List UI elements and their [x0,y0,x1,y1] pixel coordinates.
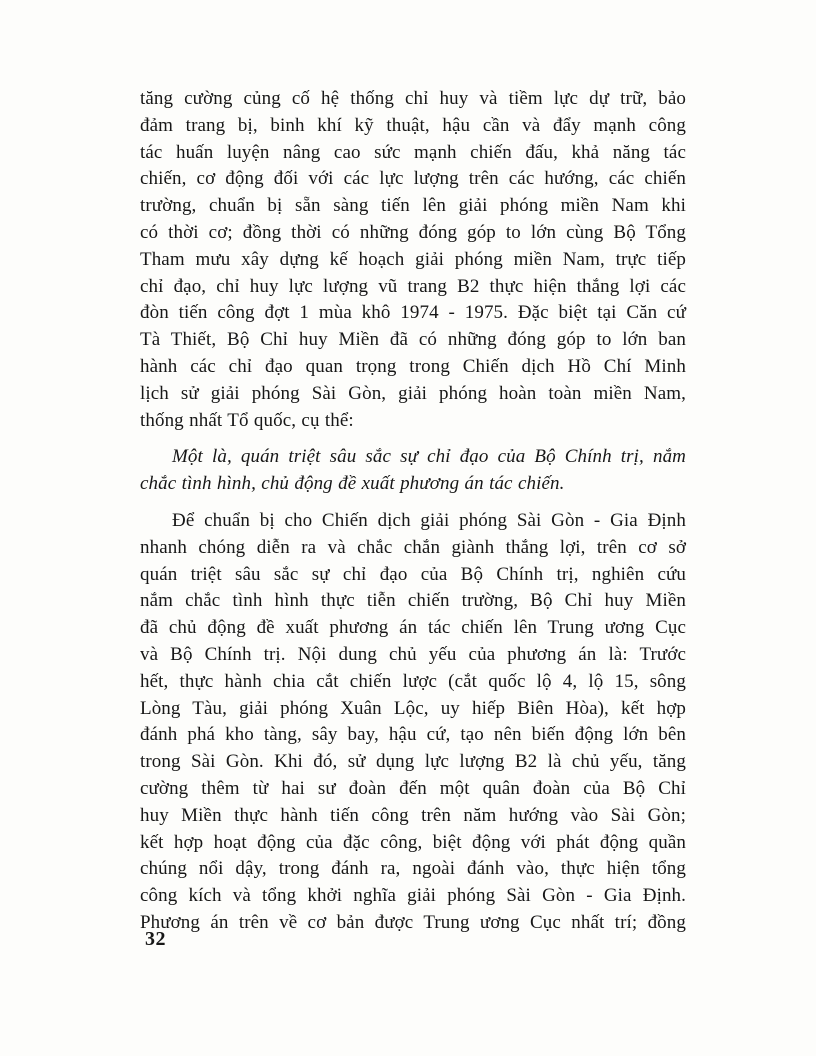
text-line: chiến, cơ động đối với các lực lượng trên các hướng, các chiến [140,168,686,190]
text-line: lịch sử giải phóng Sài Gòn, giải phóng hoàn toàn miền Nam, [140,382,686,404]
text-line: đã chủ động đề xuất phương án tác chiến lên Trung ương Cục [140,617,686,639]
text-line: công kích và tổng khởi nghĩa giải phóng Sài Gòn - Gia Định. [140,885,686,907]
body-text [140,86,686,937]
text-line: Để chuẩn bị cho Chiến dịch giải phóng Sài Gòn - Gia Định [172,509,686,531]
paragraph [140,508,686,937]
text-line: trường, chuẩn bị sẵn sàng tiến lên giải phóng miền Nam khi [140,195,686,217]
text-line: chỉ đạo, chỉ huy lực lượng vũ trang B2 thực hiện thắng lợi các [140,275,686,297]
text-line: Phương án trên về cơ bản được Trung ương Cục nhất trí; đồng [140,911,686,933]
text-line: hành các chỉ đạo quan trọng trong Chiến dịch Hồ Chí Minh [140,355,686,377]
text-line: nắm chắc tình hình thực tiễn chiến trường, Bộ Chỉ huy Miền [140,590,686,612]
text-line: quán triệt sâu sắc sự chỉ đạo của Bộ Chính trị, nghiên cứu [140,563,686,585]
text-line: Lòng Tàu, giải phóng Xuân Lộc, uy hiếp Biên Hòa), kết hợp [140,697,686,719]
text-line: tác huấn luyện nâng cao sức mạnh chiến đấu, khả năng tác [140,141,686,163]
text-line: Tà Thiết, Bộ Chỉ huy Miền đã có những đóng góp to lớn ban [140,329,686,351]
text-line: đảm trang bị, binh khí kỹ thuật, hậu cần và đẩy mạnh công [140,114,686,136]
text-line: có thời cơ; đồng thời có những đóng góp to lớn cùng Bộ Tổng [140,221,686,243]
text-line: nhanh chóng diễn ra và chắc chắn giành thắng lợi, trên cơ sở [140,536,686,558]
paragraph [140,86,686,434]
text-line: huy Miền thực hành tiến công trên năm hướng vào Sài Gòn; [140,804,686,826]
text-line: kết hợp hoạt động của đặc công, biệt động với phát động quần [140,831,686,853]
text-line: trong Sài Gòn. Khi đó, sử dụng lực lượng B2 là chủ yếu, tăng [140,751,686,773]
text-line: đánh phá kho tàng, sây bay, hậu cứ, tạo nên biến động lớn bên [140,724,686,746]
paragraph-emphasis [140,444,686,498]
text-line: chắc tình hình, chủ động đề xuất phương án tác chiến. [140,473,565,495]
text-line: tăng cường củng cố hệ thống chỉ huy và tiềm lực dự trữ, bảo [140,88,686,109]
text-line: Một là, quán triệt sâu sắc sự chỉ đạo của Bộ Chính trị, nắm [172,446,686,468]
text-line: và Bộ Chính trị. Nội dung chủ yếu của phương án là: Trước [140,643,686,665]
text-line: Tham mưu xây dựng kế hoạch giải phóng miền Nam, trực tiếp [140,248,686,270]
text-line: hết, thực hành chia cắt chiến lược (cắt quốc lộ 4, lộ 15, sông [140,670,686,692]
text-line: chúng nổi dậy, trong đánh ra, ngoài đánh vào, thực hiện tổng [140,858,686,880]
text-line: thống nhất Tổ quốc, cụ thể: [140,409,354,431]
text-line: cường thêm từ hai sư đoàn đến một quân đoàn của Bộ Chỉ [140,777,686,799]
text-line: đòn tiến công đợt 1 mùa khô 1974 - 1975. Đặc biệt tại Căn cứ [140,302,686,324]
page-number: 32 [145,928,166,950]
